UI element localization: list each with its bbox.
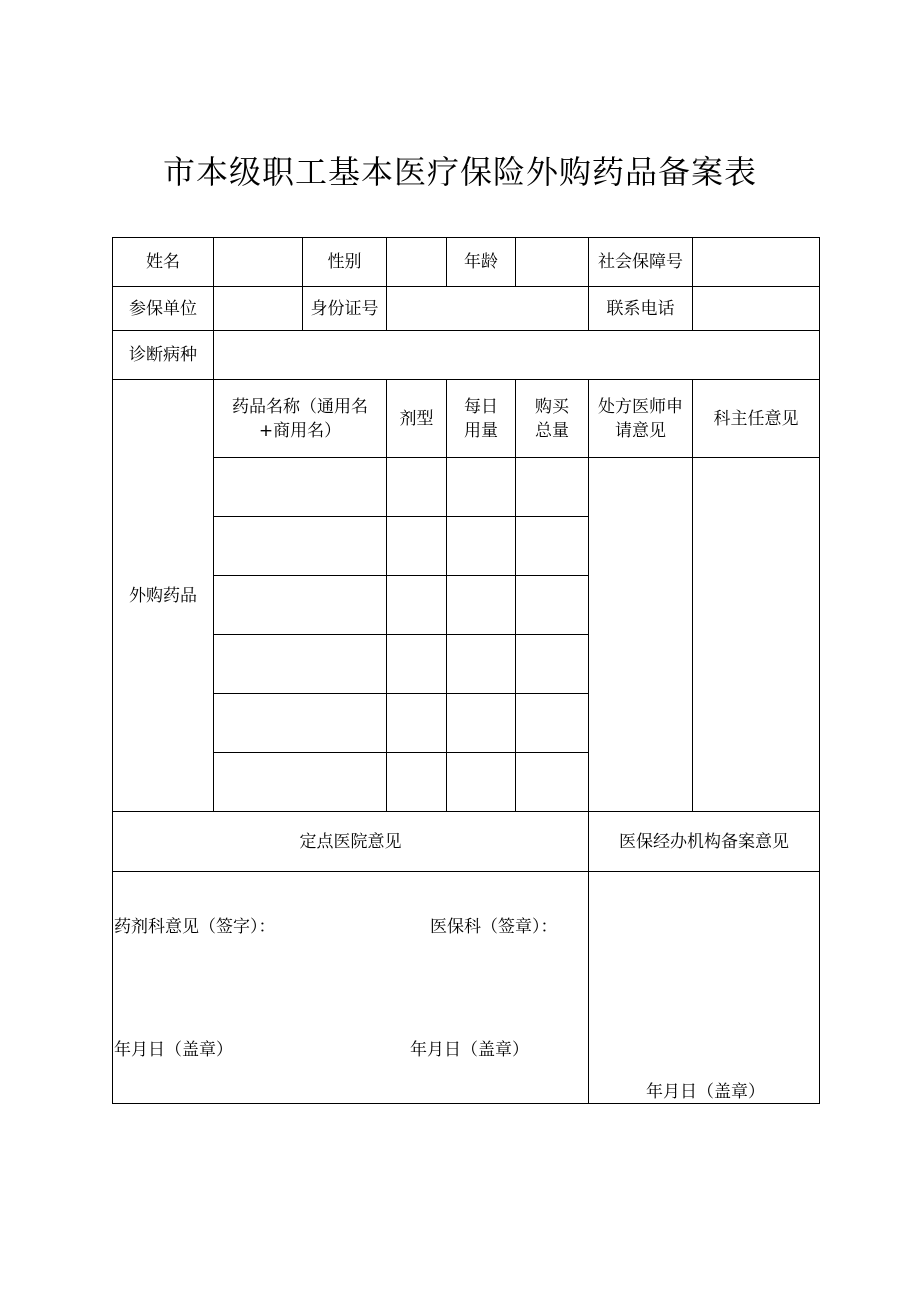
label-phone: 联系电话 — [606, 298, 675, 319]
label-external-drugs: 外购药品 — [129, 585, 197, 606]
label-name: 姓名 — [146, 252, 180, 272]
header-dosage-form: 剂型 — [399, 408, 434, 429]
diagnosis-field[interactable] — [214, 331, 819, 379]
label-diagnosis: 诊断病种 — [129, 345, 197, 365]
gender-field[interactable] — [387, 238, 446, 286]
insured-unit-field[interactable] — [214, 287, 302, 330]
label-agency-opinion: 医保经办机构备案意见 — [619, 831, 789, 852]
label-id-card-no: 身份证号 — [310, 298, 379, 319]
insurance-dept-stamp: 医保科（签章）： — [430, 917, 558, 937]
name-field[interactable] — [214, 238, 302, 286]
age-field[interactable] — [516, 238, 588, 286]
label-social-security-no: 社会保障号 — [598, 252, 683, 272]
drug-entry-rows[interactable] — [214, 458, 586, 811]
header-daily-dose: 每日用量 — [464, 396, 498, 441]
header-total-purchase: 购买总量 — [535, 396, 569, 441]
date-stamp-insurance-dept: 年月日（盖章） — [410, 1040, 529, 1060]
date-stamp-pharmacy: 年月日（盖章） — [114, 1040, 233, 1060]
social-security-no-field[interactable] — [693, 238, 819, 286]
form-title: 市本级职工基本医疗保险外购药品备案表 — [162, 153, 757, 191]
label-insured-unit: 参保单位 — [129, 298, 197, 319]
date-stamp-agency: 年月日（盖章） — [646, 1082, 765, 1102]
label-hospital-opinion: 定点医院意见 — [299, 831, 402, 852]
label-age: 年龄 — [464, 252, 498, 272]
header-drug-name: 药品名称（通用名+商用名） — [232, 396, 368, 441]
label-gender: 性别 — [327, 252, 362, 272]
header-director-opinion: 科主任意见 — [713, 408, 799, 429]
prescriber-opinion-field[interactable] — [589, 458, 692, 811]
id-card-no-field[interactable] — [387, 287, 588, 330]
phone-field[interactable] — [693, 287, 819, 330]
header-prescriber-opinion: 处方医师申请意见 — [598, 396, 683, 441]
director-opinion-field[interactable] — [693, 458, 819, 811]
pharmacy-opinion-signature: 药剂科意见（签字）： — [114, 917, 276, 937]
